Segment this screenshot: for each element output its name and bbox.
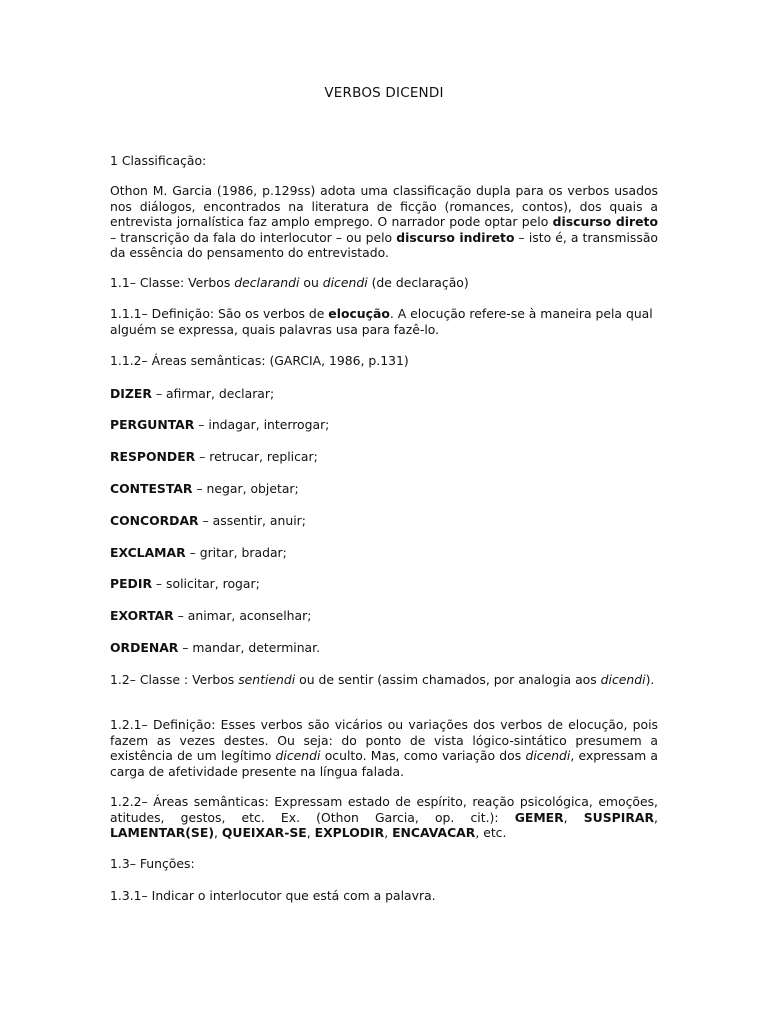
verb-term: EXORTAR [110,608,174,623]
section-1-2-2-bold-encavacar: ENCAVACAR [392,825,476,840]
verb-term: PEDIR [110,576,152,591]
section-1-2-text-3: ). [645,672,655,687]
section-1-2-text-2: ou de sentir (assim chamados, por analogia aos [295,672,601,687]
verb-term: EXCLAMAR [110,545,186,560]
section-1-2-italic-dicendi: dicendi [600,672,646,687]
section-1-2-2-bold-gemer: GEMER [514,809,564,825]
verb-term: CONCORDAR [110,513,199,528]
section-1-2-1-italic-dicendi-1: dicendi [275,748,321,763]
verb-term: CONTESTAR [110,481,193,496]
verb-item-pedir [110,576,658,592]
verb-meaning: – mandar, determinar. [178,640,321,655]
section-1-2-2-sep: , [563,809,584,825]
section-1-2 [110,672,658,688]
section-1-2-2-sep: , [384,825,393,840]
section-1-2-2-sep: , [654,809,658,825]
intro-bold-discurso-indireto: discurso indireto [396,229,515,245]
verb-meaning: – animar, aconselhar; [173,608,312,623]
verb-item-perguntar [110,417,658,433]
section-1-1-text-2: ou [299,275,323,290]
verb-meaning: – solicitar, rogar; [151,576,260,591]
verb-term: PERGUNTAR [110,417,195,432]
verb-meaning: – retrucar, replicar; [195,449,318,464]
section-1-2-1-text-1: 1.2.1– Definição: Esses verbos são vicários ou variações dos verbos de elocução, pois fazem as vezes destes. Ou seja: do ponto de vista lógico-sintático presumem a existência de um legítimo [110,717,658,763]
verb-term: ORDENAR [110,640,179,655]
section-1-2-2-bold-queixar: QUEIXAR-SE [221,825,307,840]
verb-item-contestar [110,481,658,497]
section-1-2-2-text-1: 1.2.2– Áreas semânticas: Expressam estado de espírito, reação psicológica, emoções, atitudes, gestos, etc. Ex. (Othon Garcia, op. cit.): [110,794,658,825]
verb-meaning: – assentir, anuir; [198,513,306,528]
intro-text-2: – transcrição da fala do interlocutor – ou pelo [110,229,397,245]
section-1-2-1-text-2: oculto. Mas, como variação dos [320,748,526,763]
verb-item-exortar [110,608,658,624]
intro-bold-discurso-direto: discurso direto [552,214,658,229]
section-1-1-text-1: 1.1– Classe: Verbos [110,275,235,290]
document-title: VERBOS DICENDI [324,85,444,101]
section-1-2-2-sep: , [213,825,222,840]
section-1-1-1-text-2: . A elocução refere-se à maneira pela qual alguém se expressa, quais palavras usa para fazê-lo. [110,306,653,337]
verb-item-ordenar [110,640,658,656]
section-1-1-2: 1.1.2– Áreas semânticas: (GARCIA, 1986, p.131) [110,353,409,368]
verb-meaning: – indagar, interrogar; [194,417,330,432]
intro-text-3: – isto é, a transmissão da essência do pensamento do entrevistado. [110,229,658,260]
verb-item-responder [110,449,658,465]
section-1-2-italic-sentiendi: sentiendi [238,672,296,687]
section-1-2-2-bold-explodir: EXPLODIR [314,825,385,840]
section-1-2-2-bold-suspirar: SUSPIRAR [583,809,655,825]
section-1-1-1 [110,306,658,337]
section-1-1-text-3: (de declaração) [367,275,469,290]
section-1-3-1: 1.3.1– Indicar o interlocutor que está com a palavra. [110,888,436,903]
section-1-2-2-sep: , [306,825,315,840]
section-1-1 [110,275,658,291]
section-1-2-text-1: 1.2– Classe : Verbos [110,672,239,687]
section-1-3: 1.3– Funções: [110,856,195,871]
section-1-2-1-text-3: , expressam a carga de afetividade presente na língua falada. [110,748,659,779]
verb-meaning: – gritar, bradar; [185,545,287,560]
section-1-1-1-bold-elocucao: elocução [328,306,390,321]
section-1-2-1-italic-dicendi-2: dicendi [525,748,571,763]
section-1-1-1-text-1: 1.1.1– Definição: São os verbos de [110,306,329,321]
section-1-1-italic-declarandi: declarandi [234,275,300,290]
verb-meaning: – negar, objetar; [192,481,299,496]
verb-term: DIZER [110,386,152,401]
section-1-1-italic-dicendi: dicendi [322,275,368,290]
section-heading-classificacao: 1 Classificação: [110,153,207,168]
intro-text-1: Othon M. Garcia (1986, p.129ss) adota uma classificação dupla para os verbos usados nos diálogos, encontrados na literatura de ficção (romances, contos), dos quais a entrevista jornalística faz amplo emprego. O narrador pode optar pelo [110,183,658,229]
section-1-2-2-bold-lamentar: LAMENTAR(SE) [110,825,214,840]
verb-term: RESPONDER [110,449,196,464]
section-1-2-2 [110,794,658,841]
section-1-2-1 [110,717,658,779]
paragraph-intro [110,183,658,261]
verb-item-concordar [110,513,658,529]
verb-item-exclamar [110,545,658,561]
section-1-2-2-text-end: , etc. [475,825,507,840]
verb-item-dizer [110,386,658,402]
verb-meaning: – afirmar, declarar; [151,386,275,401]
